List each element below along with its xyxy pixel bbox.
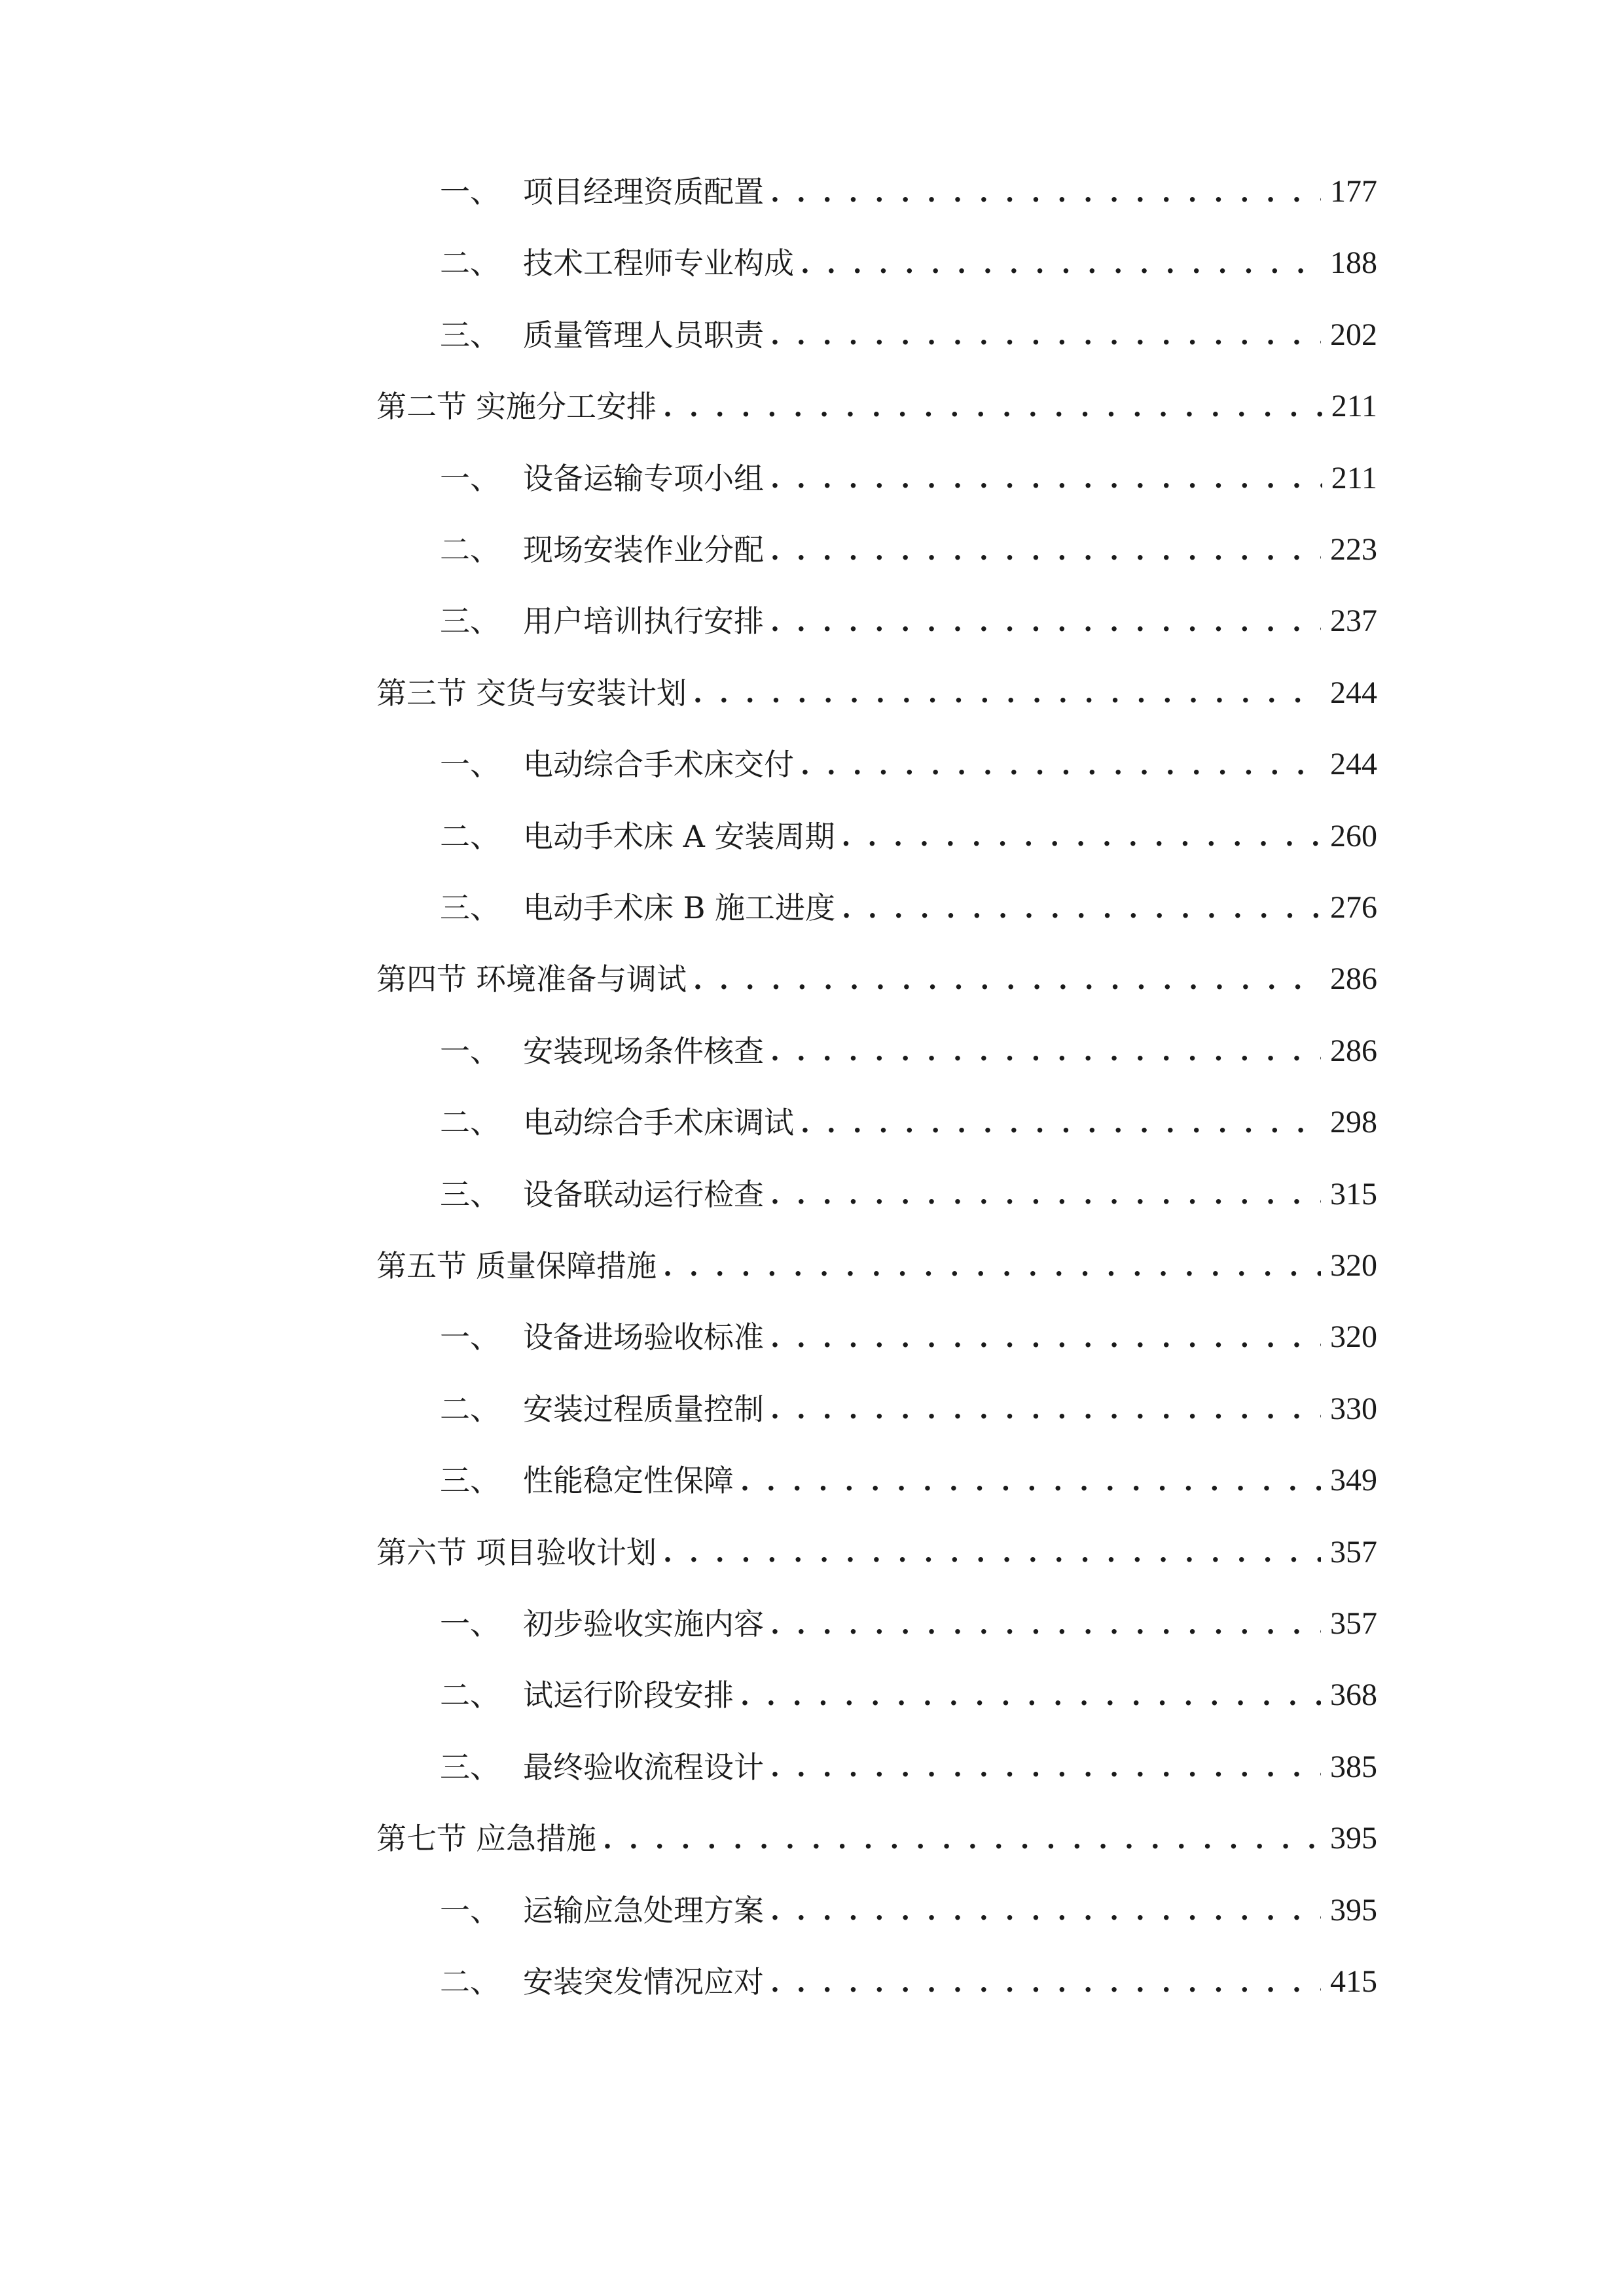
toc-dot-leader (770, 1883, 1321, 1937)
toc-dot-leader (770, 594, 1321, 649)
toc-entry-title: 现场安装作业分配 (523, 532, 764, 567)
toc-entry-title: 项目验收计划 (476, 1534, 657, 1570)
toc-subsection-entry (440, 738, 1377, 791)
toc-entry-title: 设备进场验收标准 (523, 1319, 764, 1355)
toc-entry-title: 性能稳定性保障 (523, 1463, 734, 1499)
toc-entry-number: 一、 (440, 174, 500, 209)
toc-subsection-entry (440, 1741, 1377, 1793)
toc-subsection-entry (440, 309, 1377, 361)
toc-entry-title: 电动手术床 A 安装周期 (523, 818, 835, 854)
toc-entry-title: 实施分工安排 (476, 389, 657, 425)
toc-entry-title: 电动手术床 B 施工进度 (523, 890, 836, 925)
toc-entry-title: 应急措施 (476, 1821, 596, 1857)
toc-entry-title: 质量管理人员职责 (523, 317, 764, 353)
toc-page-number: 368 (1330, 1677, 1377, 1713)
toc-dot-leader (770, 1310, 1321, 1365)
toc-dot-leader (770, 1382, 1321, 1436)
toc-page-number: 211 (1331, 460, 1377, 495)
toc-entry-number: 三、 (440, 1463, 500, 1499)
toc-subsection-entry (440, 1096, 1377, 1149)
toc-dot-leader (770, 1740, 1321, 1794)
toc-subsection-entry (440, 1311, 1377, 1363)
toc-dot-leader (801, 738, 1321, 792)
toc-subsection-entry (440, 1383, 1377, 1435)
toc-entry-number: 第五节 (376, 1248, 467, 1283)
toc-entry-title: 用户培训执行安排 (523, 603, 764, 639)
toc-entry-number: 二、 (440, 1391, 500, 1427)
toc-entry-title: 电动综合手术床交付 (523, 747, 794, 783)
toc-subsection-entry (440, 1454, 1377, 1507)
toc-subsection-entry (440, 1598, 1377, 1650)
toc-entry-number: 一、 (440, 1319, 500, 1355)
toc-page-number: 223 (1330, 532, 1377, 567)
toc-page-number: 357 (1330, 1534, 1377, 1570)
toc-subsection-entry (440, 166, 1377, 218)
toc-entry-number: 三、 (440, 1749, 500, 1785)
toc-page-number: 244 (1330, 747, 1377, 782)
toc-subsection-entry (440, 524, 1377, 576)
toc-dot-leader (693, 666, 1321, 720)
toc-section-entry (376, 953, 1377, 1005)
toc-page-number: 276 (1330, 890, 1377, 925)
toc-entry-number: 一、 (440, 1606, 500, 1641)
toc-entry-title: 设备运输专项小组 (523, 460, 764, 496)
toc-page-number: 211 (1331, 389, 1377, 424)
toc-page-number: 320 (1330, 1248, 1377, 1283)
toc-page-number: 188 (1330, 245, 1377, 281)
toc-page-number: 385 (1330, 1749, 1377, 1784)
toc-entry-number: 二、 (440, 818, 500, 854)
toc-page-number: 202 (1330, 317, 1377, 352)
toc-entry-number: 第七节 (376, 1821, 467, 1857)
toc-entry-number: 第二节 (376, 389, 467, 425)
toc-dot-leader (663, 380, 1322, 434)
toc-entry-number: 一、 (440, 747, 500, 783)
toc-page-number: 315 (1330, 1176, 1377, 1211)
toc-page-number: 349 (1330, 1463, 1377, 1498)
toc-page-number: 237 (1330, 603, 1377, 639)
toc-dot-leader (770, 308, 1321, 362)
toc-entry-number: 三、 (440, 1176, 500, 1212)
toc-entry-number: 一、 (440, 1892, 500, 1928)
toc-section-entry (376, 380, 1377, 433)
toc-subsection-entry (440, 1025, 1377, 1077)
toc-page-number: 286 (1330, 961, 1377, 997)
toc-entry-number: 一、 (440, 1033, 500, 1069)
toc-entry-number: 二、 (440, 1105, 500, 1141)
toc-entry-title: 安装过程质量控制 (523, 1391, 764, 1427)
toc-subsection-entry (440, 1168, 1377, 1221)
toc-page-number: 357 (1330, 1606, 1377, 1641)
toc-page-number: 244 (1330, 675, 1377, 710)
toc-entry-title: 项目经理资质配置 (523, 174, 764, 209)
toc-subsection-entry (440, 1884, 1377, 1937)
toc-subsection-entry (440, 1669, 1377, 1721)
toc-subsection-entry (440, 237, 1377, 289)
toc-page-number: 286 (1330, 1033, 1377, 1068)
toc-dot-leader (693, 952, 1321, 1007)
toc-entry-number: 三、 (440, 317, 500, 353)
toc-page-number: 395 (1330, 1892, 1377, 1928)
toc-subsection-entry (440, 882, 1377, 934)
toc-dot-leader (770, 451, 1322, 505)
toc-entry-title: 交货与安装计划 (476, 675, 687, 711)
toc-dot-leader (801, 1096, 1321, 1150)
toc-page-number: 320 (1330, 1319, 1377, 1355)
toc-dot-leader (663, 1525, 1321, 1579)
toc-entry-title: 技术工程师专业构成 (523, 245, 794, 281)
toc-dot-leader (740, 1668, 1321, 1723)
toc-dot-leader (770, 165, 1321, 219)
toc-entry-title: 安装现场条件核查 (523, 1033, 764, 1069)
toc-entry-number: 三、 (440, 603, 500, 639)
toc-entry-title: 最终验收流程设计 (523, 1749, 764, 1785)
toc-section-entry (376, 667, 1377, 719)
toc-entry-number: 二、 (440, 1677, 500, 1713)
toc-entry-number: 一、 (440, 460, 500, 496)
toc-subsection-entry (440, 452, 1377, 505)
toc-dot-leader (770, 523, 1321, 577)
toc-entry-number: 二、 (440, 532, 500, 567)
toc-entry-number: 三、 (440, 890, 500, 925)
toc-subsection-entry (440, 810, 1377, 863)
toc-dot-leader (770, 1024, 1321, 1078)
toc-dot-leader (770, 1167, 1321, 1221)
toc-entry-number: 第四节 (376, 961, 467, 997)
toc-dot-leader (770, 1597, 1321, 1651)
toc-subsection-entry (440, 1956, 1377, 2008)
toc-page-number: 260 (1330, 818, 1377, 853)
toc-page-number: 177 (1330, 174, 1377, 209)
toc-dot-leader (770, 1955, 1321, 2009)
toc-dot-leader (663, 1239, 1321, 1293)
toc-dot-leader (842, 881, 1321, 935)
toc-section-entry (376, 1526, 1377, 1579)
toc-dot-leader (801, 236, 1321, 291)
toc-entry-number: 二、 (440, 1964, 500, 2000)
toc-entry-title: 设备联动运行检查 (523, 1176, 764, 1212)
toc-entry-number: 二、 (440, 245, 500, 281)
toc-dot-leader (740, 1454, 1321, 1508)
toc-entry-title: 试运行阶段安排 (523, 1677, 734, 1713)
toc-entry-title: 环境准备与调试 (476, 961, 687, 997)
toc-page-number: 415 (1330, 1964, 1377, 1999)
toc-entry-number: 第六节 (376, 1534, 467, 1570)
toc-page-number: 330 (1330, 1391, 1377, 1426)
toc-page-number: 298 (1330, 1105, 1377, 1140)
toc-entry-title: 初步验收实施内容 (523, 1606, 764, 1641)
toc-entry-title: 安装突发情况应对 (523, 1964, 764, 2000)
toc-entry-title: 质量保障措施 (476, 1248, 657, 1283)
toc-entry-title: 运输应急处理方案 (523, 1892, 764, 1928)
toc-subsection-entry (440, 595, 1377, 647)
toc-page-number: 395 (1330, 1821, 1377, 1856)
toc-section-entry (376, 1812, 1377, 1865)
toc-entry-number: 第三节 (376, 675, 467, 711)
toc-section-entry (376, 1240, 1377, 1292)
toc-dot-leader (841, 809, 1321, 863)
toc-dot-leader (603, 1812, 1321, 1866)
toc-entry-title: 电动综合手术床调试 (523, 1105, 794, 1141)
